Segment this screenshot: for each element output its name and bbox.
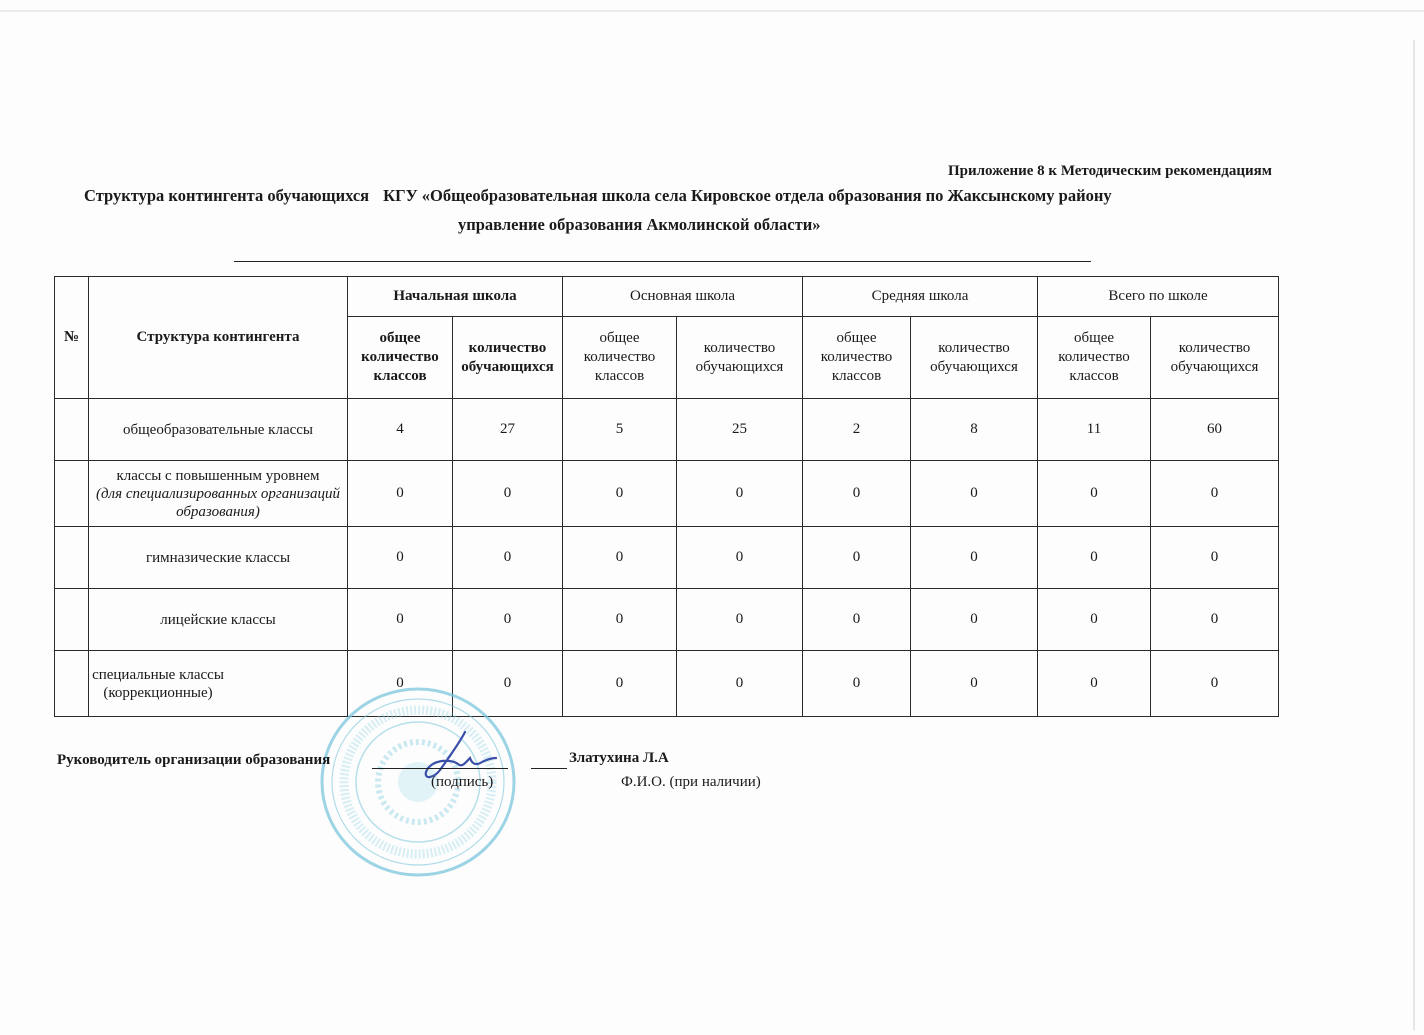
- cell-primary-students: 0: [453, 589, 563, 651]
- row-number: [55, 589, 89, 651]
- cell-secondary-students: 8: [911, 399, 1038, 461]
- header-secondary-classes: общее количество классов: [803, 317, 911, 399]
- signatory-name: Златухина Л.А: [569, 750, 669, 766]
- cell-primary-students: 27: [453, 399, 563, 461]
- cell-secondary-classes: 2: [803, 399, 911, 461]
- header-number: №: [55, 277, 89, 399]
- row-label: лицейские классы: [89, 589, 348, 651]
- cell-secondary-classes: 0: [803, 461, 911, 527]
- scan-edge-right: [1413, 40, 1415, 1030]
- row-label-main: классы с повышенным уровнем: [116, 467, 320, 484]
- cell-secondary-classes: 0: [803, 527, 911, 589]
- title-underline: [234, 261, 1091, 262]
- cell-primary-classes: 0: [348, 589, 453, 651]
- row-label-note: (для специализированных организаций образования): [95, 485, 341, 520]
- cell-basic-classes: 0: [563, 651, 677, 717]
- row-label: [89, 461, 348, 527]
- row-number: [55, 527, 89, 589]
- cell-total-students: 60: [1151, 399, 1279, 461]
- cell-secondary-classes: 0: [803, 589, 911, 651]
- cell-secondary-classes: 0: [803, 651, 911, 717]
- table-row: [55, 651, 1279, 717]
- header-row-groups: [55, 277, 1279, 317]
- cell-basic-students: 25: [677, 399, 803, 461]
- table-row: [55, 399, 1279, 461]
- cell-total-students: 0: [1151, 589, 1279, 651]
- title-organization-line2: управление образования Акмолинской области»: [458, 215, 821, 234]
- row-label: специальные классы (коррекционные): [89, 651, 348, 717]
- row-number: [55, 399, 89, 461]
- cell-total-classes: 0: [1038, 461, 1151, 527]
- signature-role-label: Руководитель организации образования: [57, 752, 331, 768]
- cell-total-students: 0: [1151, 651, 1279, 717]
- cell-total-students: 0: [1151, 461, 1279, 527]
- cell-basic-classes: 0: [563, 589, 677, 651]
- header-group-primary: Начальная школа: [348, 277, 563, 317]
- signature-line: [372, 768, 508, 769]
- table-row: [55, 527, 1279, 589]
- name-caption: Ф.И.О. (при наличии): [621, 774, 761, 790]
- header-structure: Структура контингента: [89, 277, 348, 399]
- cell-primary-students: 0: [453, 527, 563, 589]
- table-row: [55, 589, 1279, 651]
- cell-basic-students: 0: [677, 651, 803, 717]
- cell-total-students: 0: [1151, 527, 1279, 589]
- cell-basic-classes: 0: [563, 527, 677, 589]
- cell-secondary-students: 0: [911, 589, 1038, 651]
- cell-total-classes: 0: [1038, 589, 1151, 651]
- row-number: [55, 651, 89, 717]
- cell-total-classes: 0: [1038, 527, 1151, 589]
- table-row: [55, 461, 1279, 527]
- cell-primary-classes: 0: [348, 461, 453, 527]
- cell-basic-classes: 5: [563, 399, 677, 461]
- header-basic-classes: общее количество классов: [563, 317, 677, 399]
- cell-secondary-students: 0: [911, 651, 1038, 717]
- cell-primary-students: 0: [453, 461, 563, 527]
- header-primary-classes: общее количество классов: [348, 317, 453, 399]
- header-secondary-students: количество обучающихся: [911, 317, 1038, 399]
- appendix-note: Приложение 8 к Методическим рекомендациям: [947, 163, 1272, 179]
- title-organization: КГУ «Общеобразовательная школа села Кировское отдела образования по Жаксынскому району: [383, 186, 1112, 205]
- cell-basic-students: 0: [677, 589, 803, 651]
- header-total-classes: общее количество классов: [1038, 317, 1151, 399]
- cell-primary-classes: 0: [348, 651, 453, 717]
- cell-primary-classes: 4: [348, 399, 453, 461]
- header-group-total: Всего по школе: [1038, 277, 1279, 317]
- cell-basic-students: 0: [677, 461, 803, 527]
- cell-total-classes: 0: [1038, 651, 1151, 717]
- row-number: [55, 461, 89, 527]
- scan-edge-top: [0, 10, 1424, 12]
- title-prefix: Структура контингента обучающихся: [84, 186, 370, 205]
- document-title: [84, 186, 1284, 206]
- name-line: [531, 768, 567, 769]
- cell-basic-students: 0: [677, 527, 803, 589]
- header-basic-students: количество обучающихся: [677, 317, 803, 399]
- header-primary-students: количество обучающихся: [453, 317, 563, 399]
- header-group-basic: Основная школа: [563, 277, 803, 317]
- signature-caption: (подпись): [431, 774, 494, 790]
- cell-primary-students: 0: [453, 651, 563, 717]
- cell-primary-classes: 0: [348, 527, 453, 589]
- row-label: гимназические классы: [89, 527, 348, 589]
- header-group-secondary: Средняя школа: [803, 277, 1038, 317]
- row-label: общеобразовательные классы: [89, 399, 348, 461]
- cell-total-classes: 11: [1038, 399, 1151, 461]
- cell-secondary-students: 0: [911, 461, 1038, 527]
- header-total-students: количество обучающихся: [1151, 317, 1279, 399]
- cell-secondary-students: 0: [911, 527, 1038, 589]
- cell-basic-classes: 0: [563, 461, 677, 527]
- contingent-table: [54, 276, 1279, 717]
